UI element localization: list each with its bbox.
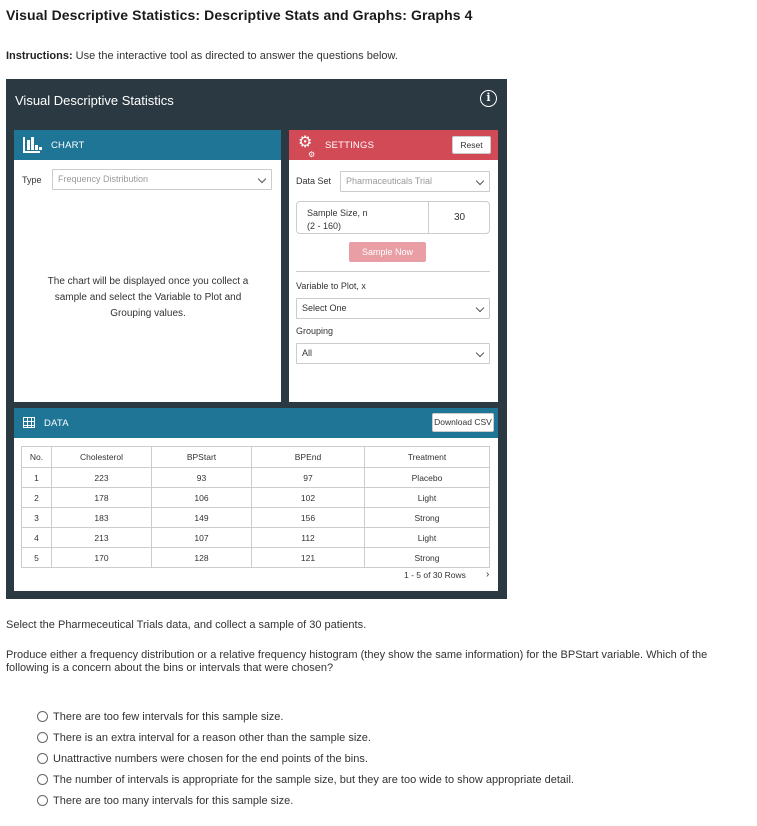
- radio-button[interactable]: [37, 711, 48, 722]
- sample-size-label-text: Sample Size, n: [307, 208, 368, 218]
- type-label: Type: [22, 175, 42, 185]
- table-cell: 128: [152, 548, 252, 568]
- sample-now-button[interactable]: Sample Now: [349, 242, 426, 262]
- chart-panel-title: CHART: [51, 140, 85, 151]
- table-cell: 102: [252, 488, 365, 508]
- answer-option-label: There is an extra interval for a reason other than the sample size.: [53, 731, 371, 744]
- table-row: [22, 508, 490, 528]
- chart-placeholder-message: The chart will be displayed once you collect a sample and select the Variable to Plot and Grouping values.: [47, 276, 249, 319]
- table-cell: 156: [252, 508, 365, 528]
- data-panel: [14, 408, 498, 591]
- grouping-select[interactable]: [296, 343, 490, 364]
- variable-select[interactable]: [296, 298, 490, 319]
- chart-panel-header: [14, 130, 281, 160]
- table-cell: 170: [52, 548, 152, 568]
- download-csv-button[interactable]: Download CSV: [432, 413, 494, 432]
- data-panel-title: DATA: [44, 418, 69, 429]
- settings-panel-header: [289, 130, 498, 160]
- radio-button[interactable]: [37, 753, 48, 764]
- variable-select-value: Select One: [302, 303, 347, 313]
- chevron-down-icon: [258, 175, 266, 183]
- chevron-down-icon: [476, 349, 484, 357]
- answer-option-label: Unattractive numbers were chosen for the end points of the bins.: [53, 752, 368, 765]
- answer-option[interactable]: [37, 769, 574, 790]
- sample-size-field: [296, 201, 490, 234]
- table-cell: 121: [252, 548, 365, 568]
- next-page-icon[interactable]: ›: [486, 569, 490, 580]
- type-select-value: Frequency Distribution: [58, 174, 149, 184]
- table-cell: Light: [365, 488, 490, 508]
- sample-size-label: [307, 207, 368, 233]
- chevron-down-icon: [476, 304, 484, 312]
- answer-option[interactable]: [37, 706, 574, 727]
- instructions-text: Use the interactive tool as directed to answer the questions below.: [72, 50, 398, 62]
- table-cell: 1: [22, 468, 52, 488]
- table-row: [22, 528, 490, 548]
- table-cell: Light: [365, 528, 490, 548]
- interactive-tool: [6, 79, 507, 599]
- data-table: [21, 446, 490, 568]
- instructions-label: Instructions:: [6, 50, 73, 62]
- sample-size-input[interactable]: 30: [428, 202, 490, 233]
- table-cell: 223: [52, 468, 152, 488]
- answer-options: [37, 706, 574, 811]
- chart-panel: [14, 130, 281, 402]
- answer-option[interactable]: [37, 790, 574, 811]
- table-cell: 112: [252, 528, 365, 548]
- answer-option-label: There are too few intervals for this sample size.: [53, 710, 284, 723]
- answer-option-label: The number of intervals is appropriate for the sample size, but they are too wide to show appropriate detail.: [53, 773, 574, 786]
- question-instruction: Select the Pharmeceutical Trials data, and collect a sample of 30 patients.: [6, 619, 367, 631]
- table-cell: 93: [152, 468, 252, 488]
- table-cell: 178: [52, 488, 152, 508]
- table-cell: Placebo: [365, 468, 490, 488]
- table-cell: 106: [152, 488, 252, 508]
- pagination-text: 1 - 5 of 30 Rows: [404, 570, 466, 580]
- radio-button[interactable]: [37, 732, 48, 743]
- table-cell: 107: [152, 528, 252, 548]
- table-header-row: [22, 447, 490, 468]
- sample-size-range: (2 - 160): [307, 221, 342, 231]
- dataset-select-value: Pharmaceuticals Trial: [346, 176, 433, 186]
- column-header: BPStart: [152, 447, 252, 468]
- table-cell: 213: [52, 528, 152, 548]
- table-row: [22, 468, 490, 488]
- info-icon[interactable]: i: [480, 90, 497, 107]
- settings-panel: [289, 130, 498, 402]
- table-cell: 149: [152, 508, 252, 528]
- variable-label: Variable to Plot, x: [296, 281, 366, 291]
- dataset-select[interactable]: [340, 171, 490, 192]
- answer-option-label: There are too many intervals for this sample size.: [53, 794, 294, 807]
- table-cell: 3: [22, 508, 52, 528]
- gear-icon: ⚙ ⚙: [298, 134, 316, 159]
- type-select[interactable]: [52, 169, 272, 190]
- table-icon: [23, 417, 35, 428]
- table-cell: Strong: [365, 508, 490, 528]
- tool-title: Visual Descriptive Statistics: [15, 93, 174, 108]
- answer-option[interactable]: [37, 727, 574, 748]
- chevron-down-icon: [476, 177, 484, 185]
- table-row: [22, 488, 490, 508]
- reset-button[interactable]: Reset: [452, 136, 491, 154]
- column-header: No.: [22, 447, 52, 468]
- column-header: Treatment: [365, 447, 490, 468]
- grouping-select-value: All: [302, 348, 313, 358]
- table-cell: 97: [252, 468, 365, 488]
- radio-button[interactable]: [37, 795, 48, 806]
- answer-option[interactable]: [37, 748, 574, 769]
- table-cell: 4: [22, 528, 52, 548]
- settings-panel-title: SETTINGS: [325, 140, 375, 151]
- page-title: Visual Descriptive Statistics: Descriptive Stats and Graphs: Graphs 4: [6, 7, 473, 23]
- data-panel-header: [14, 408, 498, 438]
- column-header: Cholesterol: [52, 447, 152, 468]
- question-prompt: Produce either a frequency distribution or a relative frequency histogram (they show the same information) for the BPStart variable. Which of the following is a concern about the bins or intervals that were chosen?: [6, 649, 708, 674]
- table-cell: Strong: [365, 548, 490, 568]
- tool-header: [6, 79, 507, 123]
- table-cell: 5: [22, 548, 52, 568]
- radio-button[interactable]: [37, 774, 48, 785]
- bar-chart-icon: [23, 137, 40, 153]
- dataset-label: Data Set: [296, 176, 332, 186]
- table-cell: 2: [22, 488, 52, 508]
- settings-divider: [296, 271, 490, 272]
- table-cell: 183: [52, 508, 152, 528]
- instructions: [6, 50, 398, 62]
- table-row: [22, 548, 490, 568]
- grouping-label: Grouping: [296, 326, 334, 336]
- column-header: BPEnd: [252, 447, 365, 468]
